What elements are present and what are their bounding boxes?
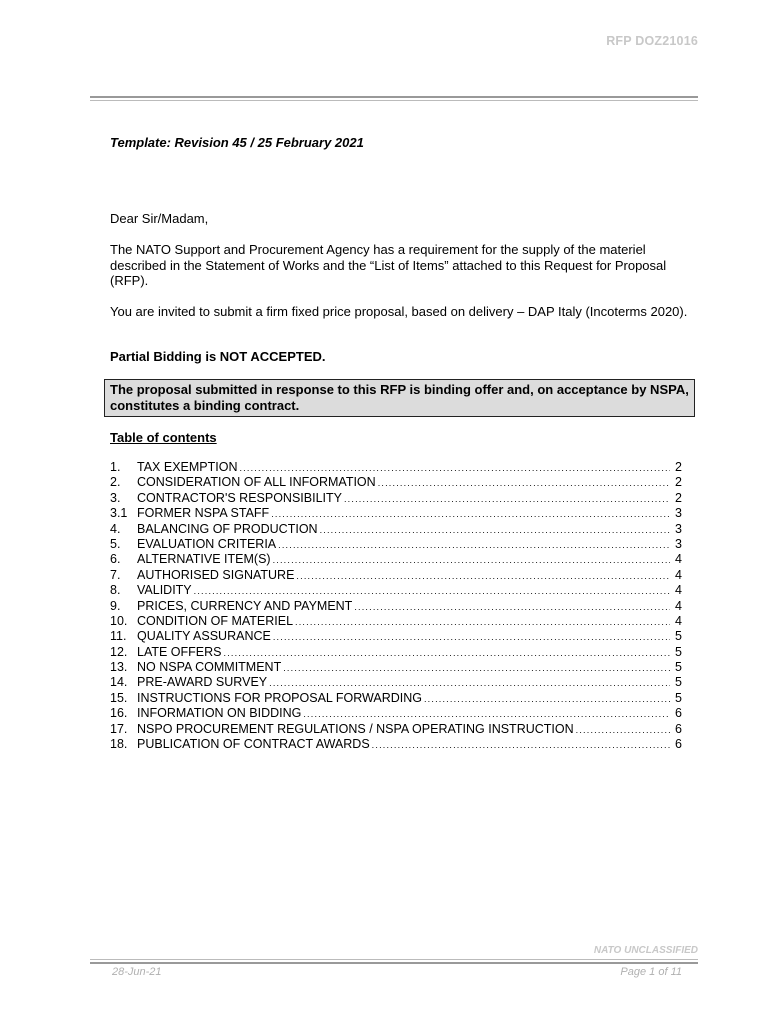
- toc-entry[interactable]: [110, 506, 682, 521]
- template-revision: Template: Revision 45 / 25 February 2021: [110, 135, 364, 150]
- toc-entry-number: 9.: [110, 598, 121, 613]
- toc-leader-dots: [344, 492, 670, 507]
- toc-entry-number: 12.: [110, 644, 128, 659]
- toc-entry[interactable]: [110, 522, 682, 537]
- toc-leader-dots: [296, 569, 670, 584]
- toc-entry-page: 4: [675, 567, 682, 582]
- footer-date: 28-Jun-21: [112, 966, 162, 978]
- toc-entry-number: 16.: [110, 706, 128, 721]
- toc-entry[interactable]: [110, 706, 682, 721]
- intro-paragraph: The NATO Support and Procurement Agency has a requirement for the supply of the materiel described in the Statement of Works and the “List of Items” attached to this Request for Proposal (RFP).: [110, 242, 667, 288]
- greeting: Dear Sir/Madam,: [110, 211, 209, 226]
- toc-entry[interactable]: [110, 691, 682, 706]
- toc-leader-dots: [283, 661, 670, 676]
- toc-entry-page: 5: [675, 690, 682, 705]
- toc-entry-number: 7.: [110, 567, 121, 582]
- toc-entry-page: 5: [675, 644, 682, 659]
- page-number: Page 1 of 11: [620, 966, 682, 978]
- toc-leader-dots: [278, 538, 670, 553]
- toc-entry-number: 18.: [110, 737, 128, 752]
- toc-entry-label: QUALITY ASSURANCE: [137, 629, 271, 644]
- toc-entry-number: 1.: [110, 460, 121, 474]
- toc-entry-label: LATE OFFERS: [137, 644, 222, 659]
- toc-entry-page: 4: [675, 583, 682, 598]
- toc-entry-number: 10.: [110, 613, 128, 628]
- toc-leader-dots: [269, 676, 670, 691]
- toc-entry-label: CONTRACTOR'S RESPONSIBILITY: [137, 490, 342, 505]
- toc-entry-page: 2: [675, 475, 682, 490]
- footer-divider-thin: [90, 959, 698, 960]
- toc-entry-label: PRE-AWARD SURVEY: [137, 675, 268, 690]
- toc-leader-dots: [576, 723, 670, 738]
- toc-entry[interactable]: [110, 537, 682, 552]
- toc-entry[interactable]: [110, 645, 682, 660]
- binding-offer-notice: The proposal submitted in response to this RFP is binding offer and, on acceptance by NSPA, constitutes a binding contract.: [104, 379, 695, 417]
- toc-entry-page: 6: [675, 706, 682, 721]
- toc-entry-page: 2: [675, 490, 682, 505]
- toc-title: Table of contents: [110, 430, 217, 445]
- toc-entry-label: NO NSPA COMMITMENT: [137, 660, 282, 675]
- toc-leader-dots: [194, 584, 670, 599]
- partial-bidding-notice: Partial Bidding is NOT ACCEPTED.: [110, 349, 326, 364]
- table-of-contents: [110, 460, 682, 752]
- toc-entry-label: BALANCING OF PRODUCTION: [137, 521, 318, 536]
- toc-leader-dots: [239, 461, 670, 476]
- toc-entry-label: CONDITION OF MATERIEL: [137, 613, 294, 628]
- toc-entry[interactable]: [110, 599, 682, 614]
- toc-entry-label: AUTHORISED SIGNATURE: [137, 567, 295, 582]
- toc-leader-dots: [320, 523, 670, 538]
- toc-entry-page: 4: [675, 613, 682, 628]
- toc-entry[interactable]: [110, 675, 682, 690]
- toc-entry-page: 5: [675, 675, 682, 690]
- toc-entry-number: 4.: [110, 521, 121, 536]
- toc-leader-dots: [273, 630, 670, 645]
- toc-entry-number: 3.1: [110, 506, 128, 521]
- toc-entry-page: 6: [675, 737, 682, 752]
- toc-entry-page: 3: [675, 506, 682, 521]
- header-divider-thin: [90, 100, 698, 101]
- toc-entry-label: INSTRUCTIONS FOR PROPOSAL FORWARDING: [137, 690, 422, 705]
- toc-entry[interactable]: [110, 614, 682, 629]
- toc-entry[interactable]: [110, 475, 682, 490]
- toc-entry-label: INFORMATION ON BIDDING: [137, 706, 302, 721]
- toc-entry-page: 2: [675, 460, 682, 474]
- toc-leader-dots: [378, 476, 670, 491]
- toc-entry[interactable]: [110, 737, 682, 752]
- toc-entry-page: 4: [675, 552, 682, 567]
- toc-entry-number: 2.: [110, 475, 121, 490]
- toc-entry-label: ALTERNATIVE ITEM(S): [137, 552, 271, 567]
- toc-entry-page: 6: [675, 721, 682, 736]
- toc-entry-number: 6.: [110, 552, 121, 567]
- toc-entry-number: 3.: [110, 490, 121, 505]
- toc-entry-label: CONSIDERATION OF ALL INFORMATION: [137, 475, 376, 490]
- toc-entry-number: 5.: [110, 536, 121, 551]
- toc-entry-number: 8.: [110, 583, 121, 598]
- toc-entry-number: 15.: [110, 690, 128, 705]
- toc-entry[interactable]: [110, 660, 682, 675]
- toc-entry[interactable]: [110, 568, 682, 583]
- toc-entry-label: NSPO PROCUREMENT REGULATIONS / NSPA OPERATING INSTRUCTION: [137, 721, 574, 736]
- toc-entry-label: FORMER NSPA STAFF: [137, 506, 270, 521]
- toc-entry-label: VALIDITY: [137, 583, 192, 598]
- classification-marking: NATO UNCLASSIFIED: [593, 945, 698, 956]
- toc-entry-number: 11.: [110, 629, 127, 644]
- header-divider: [90, 96, 698, 98]
- toc-entry-page: 4: [675, 598, 682, 613]
- toc-entry[interactable]: [110, 583, 682, 598]
- toc-entry[interactable]: [110, 722, 682, 737]
- toc-entry-label: TAX EXEMPTION: [137, 460, 238, 474]
- toc-leader-dots: [273, 553, 670, 568]
- toc-leader-dots: [295, 615, 670, 630]
- proposal-paragraph: You are invited to submit a firm fixed price proposal, based on delivery – DAP Italy (Incoterms 2020).: [110, 304, 688, 319]
- toc-entry-page: 5: [675, 660, 682, 675]
- toc-leader-dots: [224, 646, 670, 661]
- toc-leader-dots: [354, 600, 670, 615]
- document-reference: RFP DOZ21016: [606, 34, 698, 48]
- toc-entry-label: PRICES, CURRENCY AND PAYMENT: [137, 598, 353, 613]
- toc-entry-number: 17.: [110, 721, 128, 736]
- toc-entry-label: PUBLICATION OF CONTRACT AWARDS: [137, 737, 370, 752]
- toc-entry-page: 3: [675, 521, 682, 536]
- toc-entry-number: 14.: [110, 675, 128, 690]
- toc-entry-number: 13.: [110, 660, 128, 675]
- toc-entry-label: EVALUATION CRITERIA: [137, 536, 277, 551]
- toc-leader-dots: [271, 507, 670, 522]
- toc-entry[interactable]: [110, 460, 682, 475]
- toc-leader-dots: [303, 707, 670, 722]
- toc-entry-page: 3: [675, 536, 682, 551]
- toc-entry[interactable]: [110, 491, 682, 506]
- toc-entry[interactable]: [110, 552, 682, 567]
- footer-divider: [90, 962, 698, 964]
- toc-entry[interactable]: [110, 629, 682, 644]
- toc-leader-dots: [424, 692, 670, 707]
- toc-leader-dots: [372, 738, 670, 753]
- toc-entry-page: 5: [675, 629, 682, 644]
